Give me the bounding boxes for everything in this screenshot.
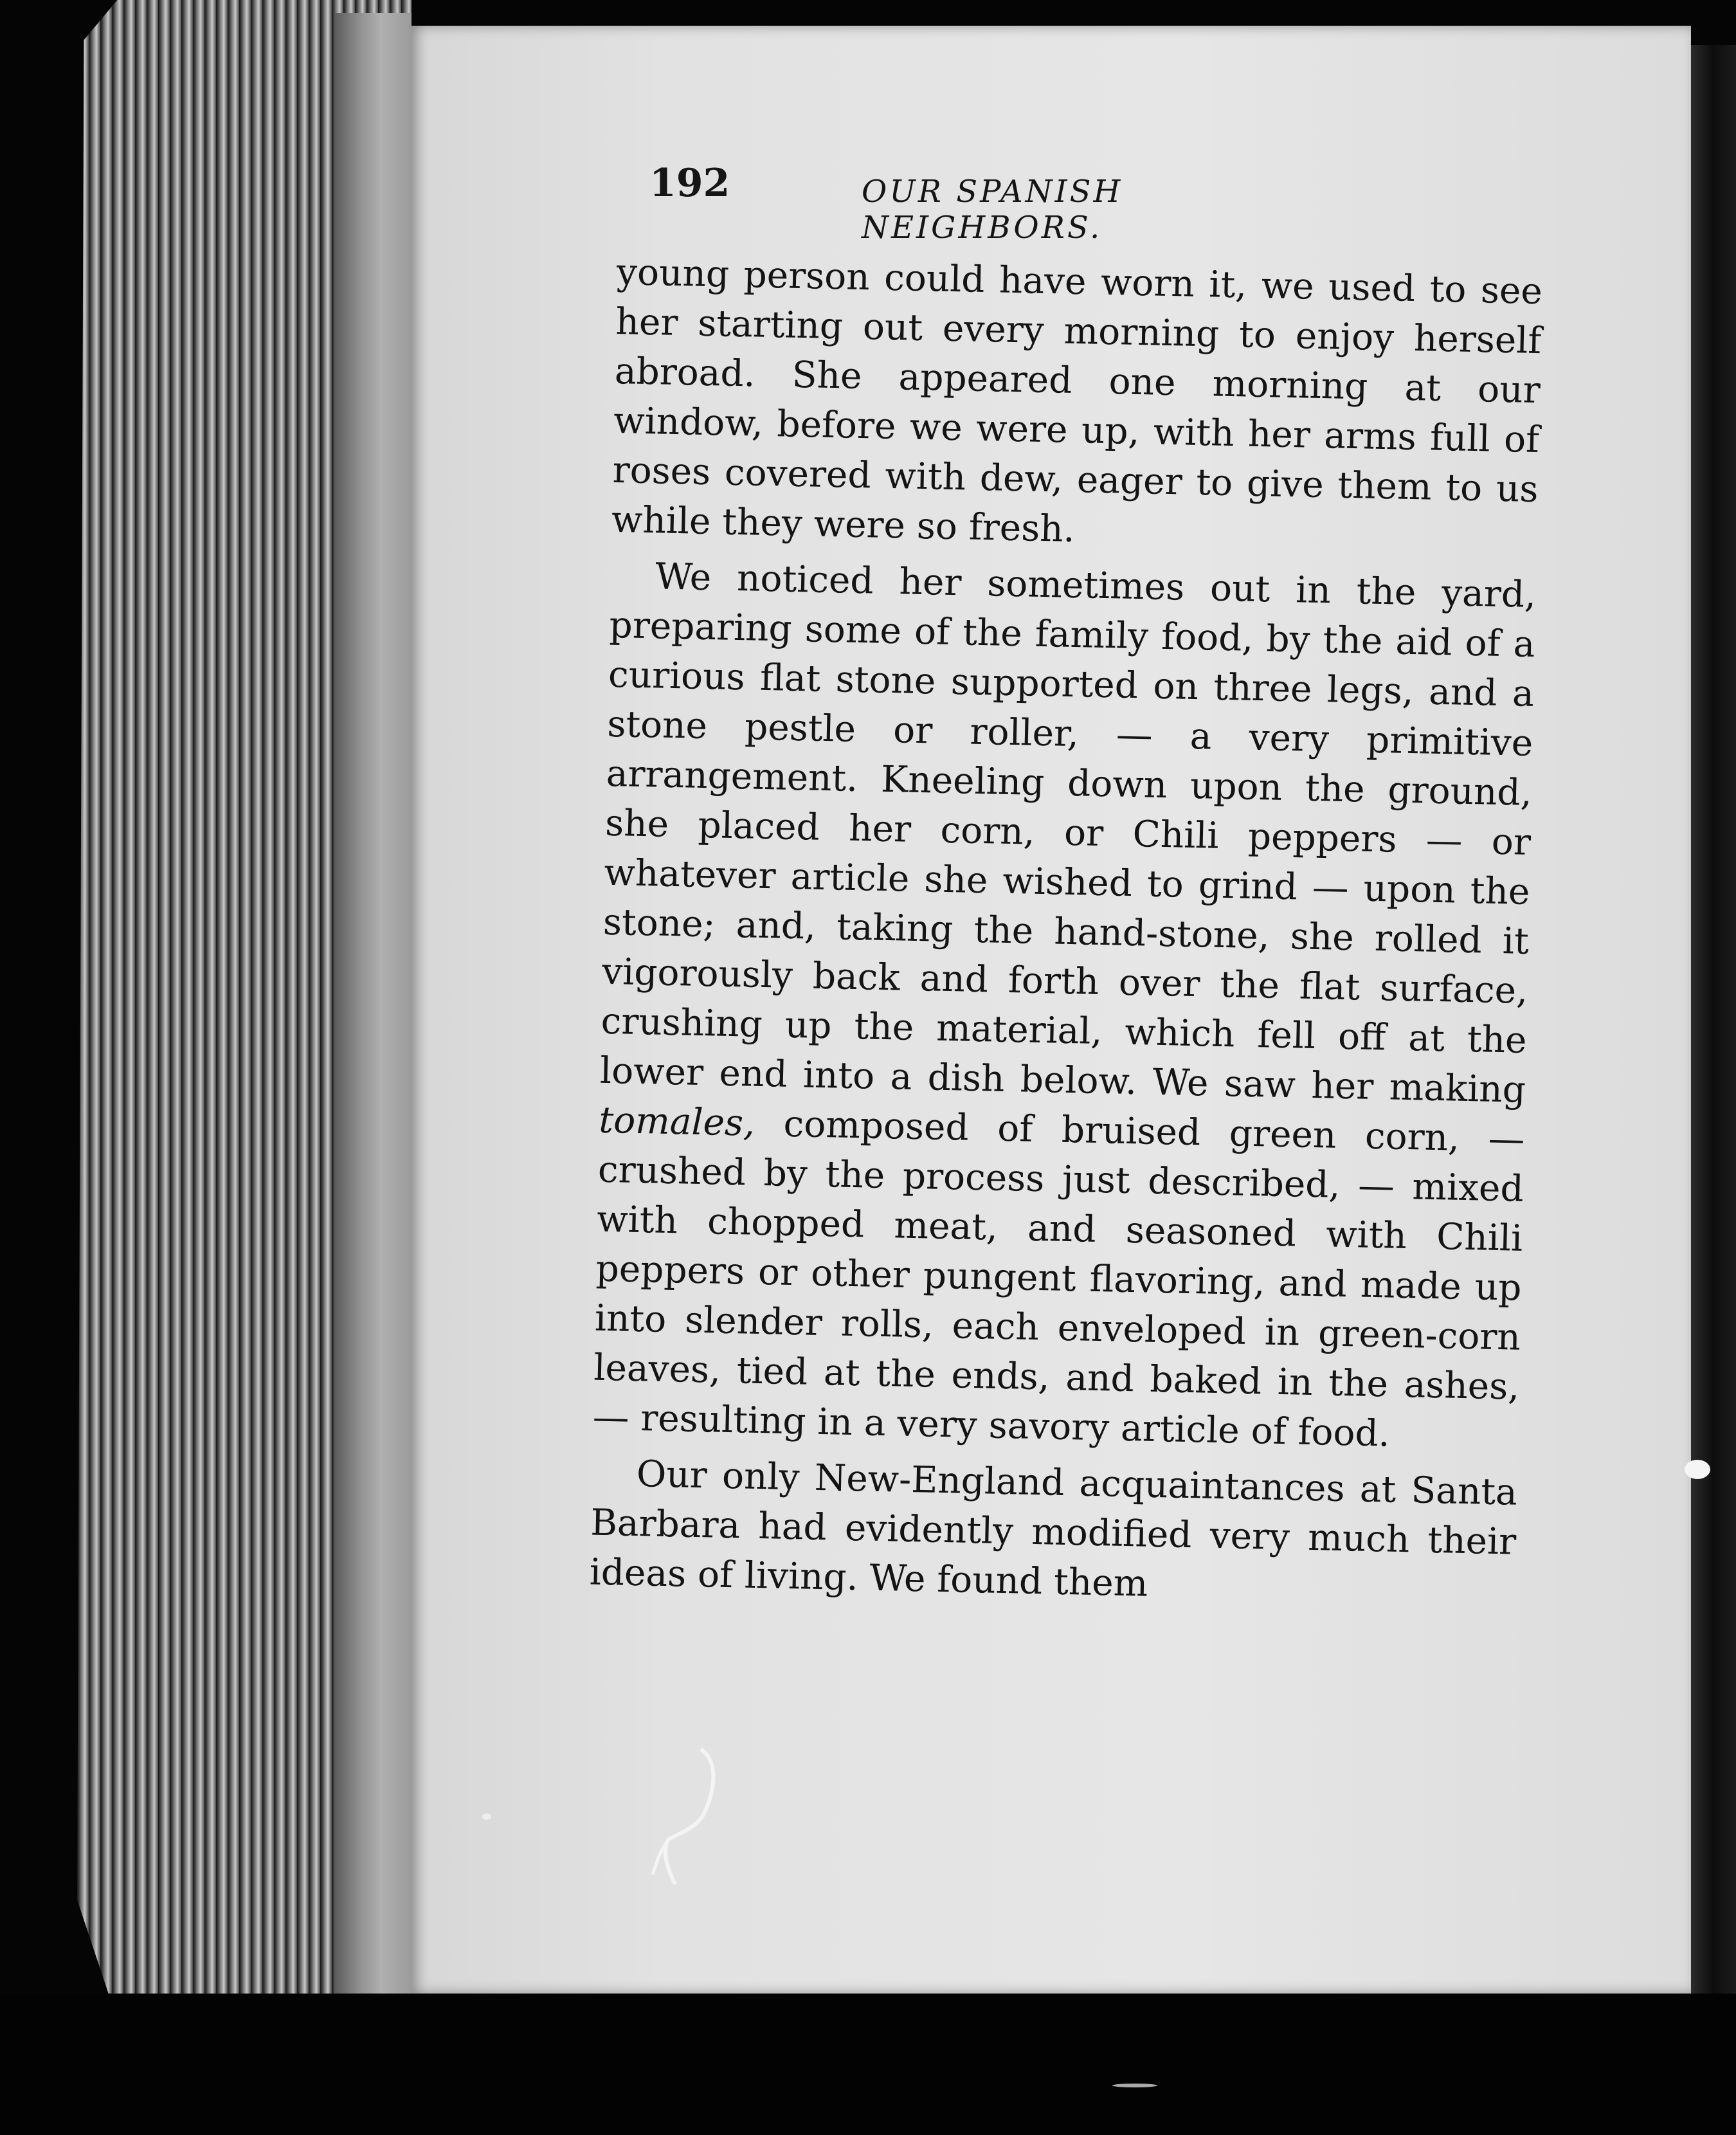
paragraph-2-continued: composed of bruised green corn, — crushed by the process just described, — mixed with chopped meat, and seasoned with Chili peppers or other pungent flavoring, and made up into slender rolls, each enveloped in green-corn leaves, tied at the ends, and baked in the ashes, — resulting in a very savory article of food.: [592, 1102, 1525, 1455]
dust-speck: [1112, 2084, 1157, 2087]
right-page-edge: [1691, 45, 1736, 1994]
running-head: [649, 154, 1370, 246]
paragraph-1: young person could have worn it, we used to see her starting out every morning to enjoy herself abroad. She appeared one morning at our window, before we were up, with her arms full of roses covered with dew, eager to give them to us while they were so fresh.: [611, 251, 1543, 550]
italic-word-tomales: tomales,: [598, 1099, 755, 1145]
dust-speck: [482, 1813, 491, 1820]
scratch-mark: [643, 1736, 746, 1903]
running-title: OUR SPANISH NEIGHBORS.: [862, 174, 1123, 246]
dust-speck: [1685, 1460, 1710, 1479]
paragraph-2-text: We noticed her sometimes out in the yard, preparing some of the family food, by the aid of a curious flat stone supported on three legs, and a stone pestle or roller, — a very primitive arrangement. Kneeling down upon the ground, she placed her corn, or Chili peppers — or whatever article she wished to grind — upon the stone; and, taking the hand-stone, she rolled it vigorously back and forth over the flat surface, crushing up the material, which fell off at the lower end into a dish below. We saw her making: [599, 556, 1537, 1111]
page-gutter: [334, 13, 411, 1994]
paragraph-3: Our only New-England acquaintances at Santa Barbara had evidently modified very much their ideas of living. We found them: [589, 1453, 1518, 1605]
page-number: 192: [649, 161, 730, 206]
paragraph-2: [592, 551, 1537, 1462]
scan-background: [0, 1994, 1736, 2135]
body-text: [589, 248, 1543, 1623]
